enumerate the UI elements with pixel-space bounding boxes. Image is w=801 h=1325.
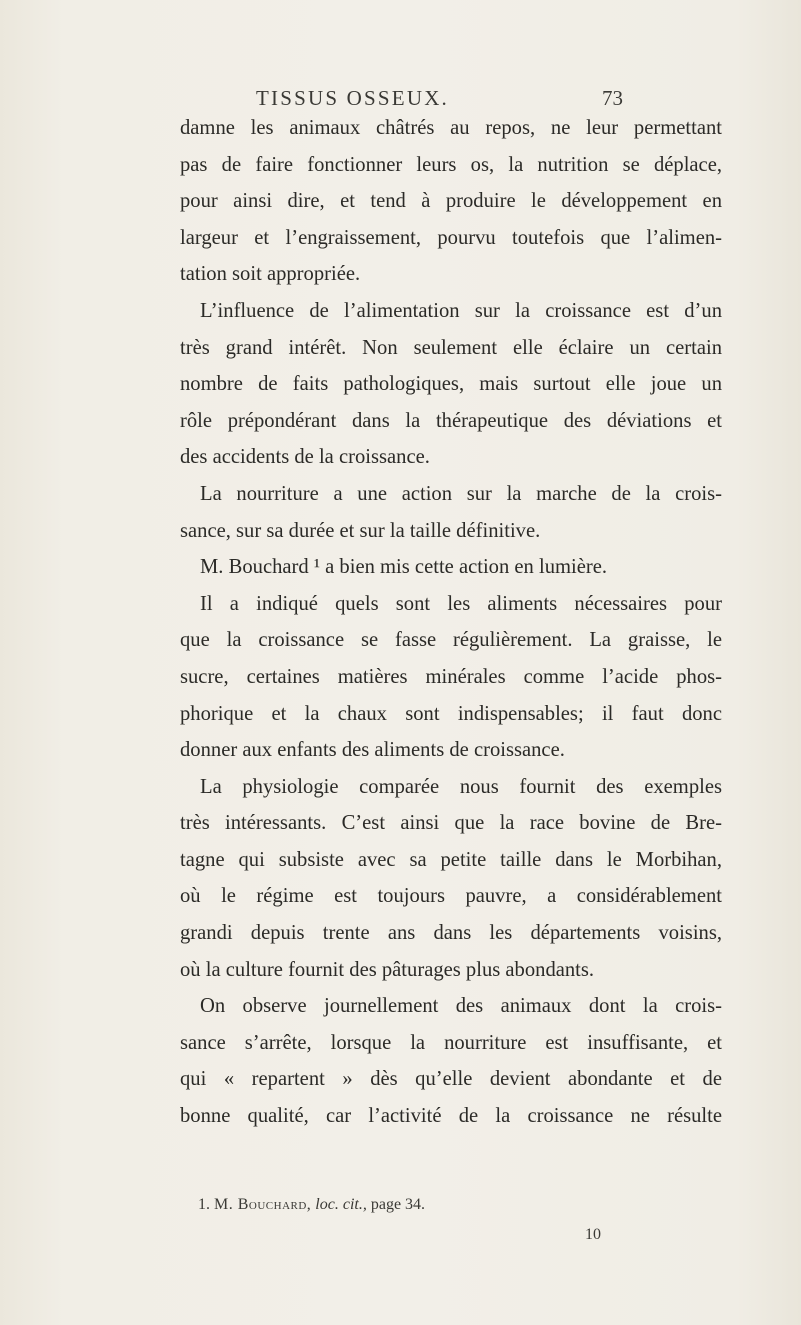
footnote-number: 1. [198,1196,210,1213]
footnote-reference: loc. cit., [315,1196,367,1213]
text-line: rôle prépondérant dans la thérapeutique des déviations et [180,409,722,432]
text-line: damne les animaux châtrés au repos, ne leur permettant [180,117,722,139]
text-line: On observe journellement des animaux dont la crois- [200,995,722,1018]
text-line: qui « repartent » dès qu’elle devient abondante et de [180,1068,722,1091]
running-title: TISSUS OSSEUX. [256,86,450,110]
text-line: pour ainsi dire, et tend à produire le développement en [180,190,722,213]
text-line: bonne qualité, car l’activité de la croissance ne résulte [180,1105,722,1128]
text-line: Il a indiqué quels sont les aliments nécessaires pour [200,592,722,615]
text-line: La nourriture a une action sur la marche de la crois- [200,482,722,505]
body-text [180,110,722,1135]
text-line: La physiologie comparée nous fournit des exemples [200,775,722,798]
footnote [198,1196,425,1214]
text-line: sance s’arrête, lorsque la nourriture est insuffisante, et [180,1031,722,1054]
text-line: M. Bouchard ¹ a bien mis cette action en lumière. [200,556,608,579]
page-number: 73 [602,86,623,110]
text-line: donner aux enfants des aliments de croissance. [180,739,565,762]
text-line: où le régime est toujours pauvre, a considérablement [180,885,722,908]
text-line: très grand intérêt. Non seulement elle éclaire un certain [180,336,722,359]
text-line: sucre, certaines matières minérales comme l’acide phos- [180,665,722,688]
text-line: sance, sur sa durée et sur la taille définitive. [180,519,541,542]
text-line: très intéressants. C’est ainsi que la race bovine de Bre- [180,812,722,835]
text-line: grandi depuis trente ans dans les départements voisins, [180,922,722,945]
text-line: tation soit appropriée. [180,263,361,286]
text-line: largeur et l’engraissement, pourvu toutefois que l’alimen- [180,226,722,249]
text-line: nombre de faits pathologiques, mais surtout elle joue un [180,373,722,396]
footnote-page: page 34. [370,1196,426,1213]
signature-mark: 10 [585,1226,601,1243]
text-line: tagne qui subsiste avec sa petite taille dans le Morbihan, [180,848,722,871]
text-line: L’influence de l’alimentation sur la croissance est d’un [200,299,722,322]
text-line: des accidents de la croissance. [180,446,430,469]
text-line: où la culture fournit des pâturages plus abondants. [180,958,595,981]
text-line: pas de faire fonctionner leurs os, la nutrition se déplace, [180,153,722,176]
text-line: phorique et la chaux sont indispensables; il faut donc [180,702,722,725]
footnote-author: M. Bouchard, [214,1196,312,1213]
text-line: que la croissance se fasse régulièrement. La graisse, le [180,629,722,652]
